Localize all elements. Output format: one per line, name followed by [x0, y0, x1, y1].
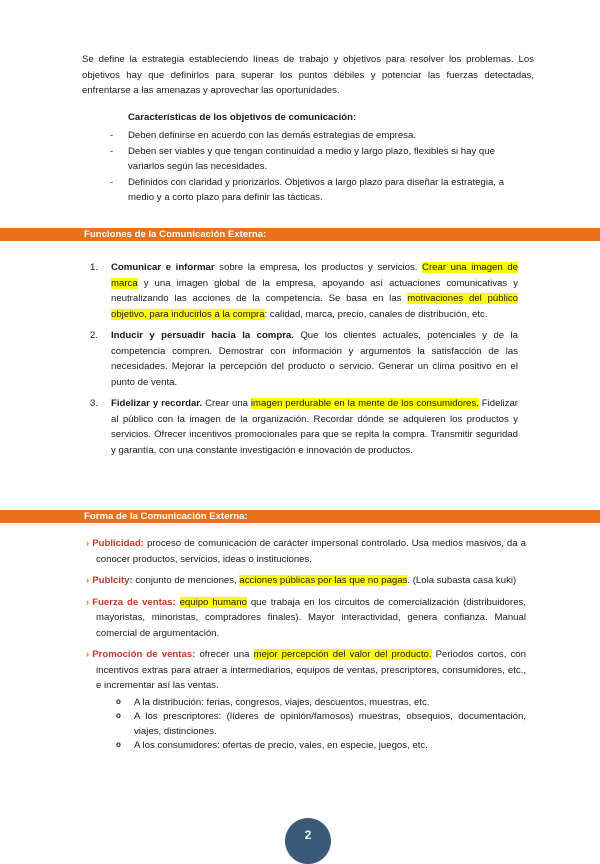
term-text: proceso de comunicación de carácter impersonal controlado. Usa medios masivos, da a conocer productos, servicios, ideas o instituciones.: [96, 538, 526, 565]
item-text: Fidelizar al público con la imagen de la organización. Recordar dónde se adquieren los productos y servicios. Ofrecer incentivos promocionales para que se repita la compra. Transmitir seguridad y garantía, con una constante investigación e innovación de productos.: [111, 398, 519, 456]
term-text: que trabaja en los circuitos de comercialización (distribuidores, mayoristas, minoristas, compradores finales). Mayor interactividad, genera confianza. Manual comercial de argumentación.: [96, 596, 526, 639]
term-text: [176, 597, 180, 608]
list-item: - Deben ser viables y que tengan continuidad a medio y largo plazo, flexibles si hay que variarlos según las necesidades.: [110, 144, 520, 175]
forma-list: [86, 536, 526, 759]
item-number: 1.: [90, 262, 99, 273]
list-item-fuerza-ventas: [86, 595, 526, 642]
highlighted-text: mejor percepción del valor del producto.: [253, 649, 432, 661]
list-item: o A los consumidores: ofertas de precio, vales, en especie, juegos, etc.: [96, 739, 526, 753]
characteristics-list: [110, 128, 520, 206]
item-heading: Fidelizar y recordar.: [111, 398, 203, 410]
item-number: 3.: [90, 398, 99, 410]
item-heading: Comunicar e informar: [111, 262, 215, 273]
term-label: Promoción de ventas:: [92, 649, 196, 661]
list-item: [90, 328, 518, 390]
list-item-promocion: [86, 647, 526, 753]
term-text: conjunto de menciones,: [132, 575, 240, 587]
list-item: [90, 396, 518, 458]
section-title: Forma de la Comunicación Externa:: [84, 511, 248, 522]
intro-paragraph: [82, 52, 534, 99]
arrow-bullet-icon: ›: [86, 575, 90, 587]
term-label: Publcity:: [92, 575, 133, 587]
list-item: o A los prescriptores: (líderes de opinión/famosos) muestras, obsequios, documentación, viajes, distinciones.: [96, 710, 526, 739]
section-title: Funciones de la Comunicación Externa:: [84, 229, 267, 240]
term-text: . (Lola subasta casa kuki): [407, 575, 517, 587]
arrow-bullet-icon: ›: [86, 596, 90, 608]
arrow-bullet-icon: ›: [86, 649, 90, 661]
highlighted-text: acciones públicas por las que no pagas: [239, 575, 408, 587]
section-header-forma: [0, 510, 600, 523]
promocion-sublist: [96, 696, 526, 754]
intro-sentence-2: Los objetivos hay que definirlos para superar los puntos débiles y potenciar las fuerzas detectadas, enfrentarse a las amenazas y aprovechar las oportunidades.: [82, 54, 534, 97]
item-text: Que los clientes actuales, potenciales y de la competencia compren. Demostrar con información y argumentos la satisfacción de las necesidades. Mejorar la percepción del producto o servicio. Generar un clima positivo en el punto de venta.: [111, 330, 518, 388]
item-text: : calidad, marca, precio, canales de distribución, etc.: [264, 308, 488, 320]
list-item: - Definidos con claridad y priorizarlos. Objetivos a largo plazo para diseñar la estrategia, a medio y a corto plazo para definir las tácticas.: [110, 175, 520, 206]
list-item-publicity: [86, 573, 526, 589]
term-text: ofrecer una: [195, 649, 254, 661]
list-item: o A la distribución: ferias, congresos, viajes, descuentos, muestras, etc.: [96, 696, 526, 710]
list-item: - Deben definirse en acuerdo con las demás estrategias de empresa.: [110, 128, 520, 144]
term-text: Periodos cortos, con incentivos extras para atraer a intermediarios, equipos de ventas, prescriptores, consumidores, etc., e incrementar así las ventas.: [96, 649, 526, 692]
list-item: [90, 260, 518, 322]
characteristics-heading: Características de los objetivos de comunicación:: [128, 112, 357, 123]
highlighted-text: Crear una imagen de marca: [111, 262, 518, 289]
arrow-bullet-icon: ›: [86, 538, 90, 549]
item-text: y una imagen global de la empresa, apoyando así actuaciones comunicativas y neutralizando las acciones de la competencia. Se basa en las: [111, 277, 518, 305]
item-text: sobre la empresa, los productos y servicios.: [214, 262, 423, 273]
term-label: Publicidad:: [92, 538, 144, 549]
item-text: Crear una: [202, 398, 251, 410]
list-item-publicidad: [86, 536, 526, 567]
highlighted-text: imagen perdurable en la mente de los consumidores.: [250, 398, 479, 410]
page-number-badge: 2: [285, 818, 331, 864]
highlighted-text: equipo humano: [179, 596, 247, 608]
item-number: 2.: [90, 330, 99, 342]
term-label: Fuerza de ventas:: [92, 596, 176, 608]
intro-sentence-1: Se define la estrategia estableciendo líneas de trabajo y objetivos para resolver los problemas.: [82, 54, 514, 65]
highlighted-text: motivaciones del público objetivo, para inducirlos a la compra: [111, 293, 518, 320]
item-heading: Inducir y persuadir hacia la compra.: [111, 330, 294, 342]
funciones-list: [90, 260, 518, 464]
section-header-funciones: [0, 228, 600, 241]
